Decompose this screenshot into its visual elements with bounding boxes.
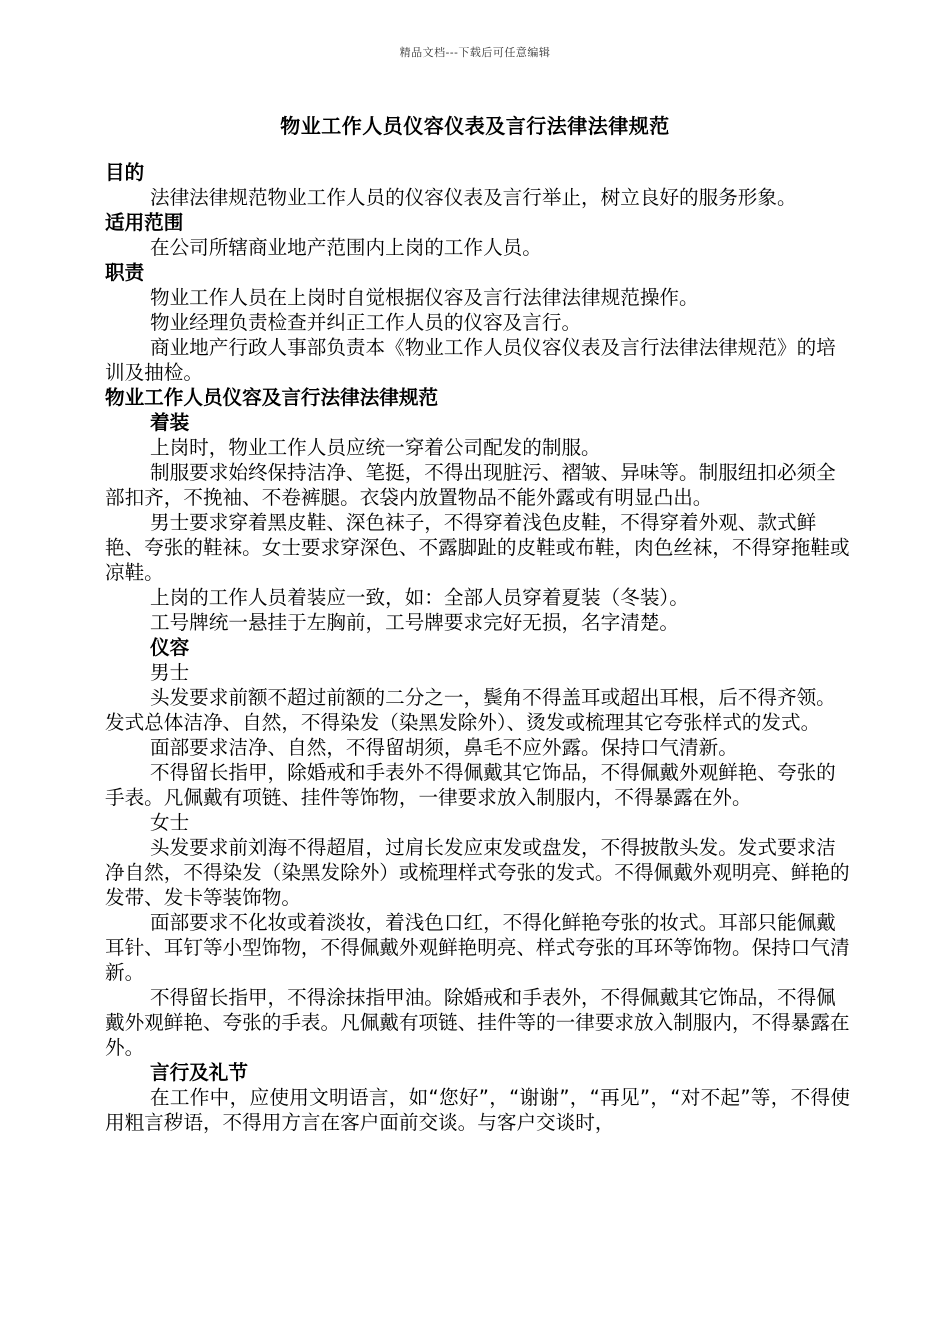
appearance-female-item: 不得留长指甲，不得涂抹指甲油。除婚戒和手表外，不得佩戴其它饰品，不得佩戴外观鲜艳、夸张的手表。凡佩戴有项链、挂件等的一律要求放入制服内，不得暴露在外。 [105, 986, 850, 1059]
section-heading-standards: 物业工作人员仪容及言行法律法律规范 [105, 386, 439, 409]
purpose-text: 法律法律规范物业工作人员的仪容仪表及言行举止，树立良好的服务形象。 [150, 186, 797, 209]
appearance-male-item: 不得留长指甲，除婚戒和手表外不得佩戴其它饰品，不得佩戴外观鲜艳、夸张的手表。凡佩戴有项链、挂件等饰物，一律要求放入制服内，不得暴露在外。 [105, 761, 836, 809]
dress-item: 工号牌统一悬挂于左胸前，工号牌要求完好无损，名字清楚。 [150, 611, 680, 634]
subheading-appearance: 仪容 [150, 636, 190, 659]
appearance-male-label: 男士 [150, 661, 190, 684]
subheading-dress: 着装 [150, 411, 190, 434]
subheading-speech: 言行及礼节 [150, 1061, 248, 1084]
document-title: 物业工作人员仪容仪表及言行法律法律规范 [280, 114, 670, 138]
duties-item: 物业经理负责检查并纠正工作人员的仪容及言行。 [150, 311, 582, 334]
section-heading-scope: 适用范围 [105, 211, 184, 234]
appearance-female-item: 头发要求前刘海不得超眉，过肩长发应束发或盘发，不得披散头发。发式要求洁净自然，不得染发（染黑发除外）或梳理样式夸张的发式。不得佩戴外观明亮、鲜艳的发带、发卡等装饰物。 [105, 836, 850, 909]
section-heading-purpose: 目的 [105, 161, 145, 184]
duties-item: 物业工作人员在上岗时自觉根据仪容及言行法律法律规范操作。 [150, 286, 699, 309]
speech-item: 在工作中，应使用文明语言，如“您好”，“谢谢”，“再见”，“对不起”等，不得使用粗言秽语，不得用方言在客户面前交谈。与客户交谈时， [105, 1086, 850, 1134]
appearance-female-item: 面部要求不化妆或着淡妆，着浅色口红，不得化鲜艳夸张的妆式。耳部只能佩戴耳针、耳钉等小型饰物，不得佩戴外观鲜艳明亮、样式夸张的耳环等饰物。保持口气清新。 [105, 911, 850, 984]
page-header-note: 精品文档---下载后可任意编辑 [399, 46, 551, 59]
appearance-male-item: 面部要求洁净、自然，不得留胡须，鼻毛不应外露。保持口气清新。 [150, 736, 738, 759]
dress-item: 上岗的工作人员着装应一致，如：全部人员穿着夏装（冬装）。 [150, 586, 689, 609]
document-body [105, 160, 850, 1135]
duties-item: 商业地产行政人事部负责本《物业工作人员仪容仪表及言行法律法律规范》的培训及抽检。 [105, 336, 836, 384]
dress-item: 制服要求始终保持洁净、笔挺，不得出现脏污、褶皱、异味等。制服纽扣必须全部扣齐，不挽袖、不卷裤腿。衣袋内放置物品不能外露或有明显凸出。 [105, 461, 836, 509]
dress-item: 上岗时，物业工作人员应统一穿着公司配发的制服。 [150, 436, 601, 459]
appearance-male-item: 头发要求前额不超过前额的二分之一，鬓角不得盖耳或超出耳根，后不得齐领。发式总体洁净、自然，不得染发（染黑发除外）、烫发或梳理其它夸张样式的发式。 [105, 686, 836, 734]
section-heading-duties: 职责 [105, 261, 145, 284]
dress-item: 男士要求穿着黑皮鞋、深色袜子，不得穿着浅色皮鞋，不得穿着外观、款式鲜艳、夸张的鞋袜。女士要求穿深色、不露脚趾的皮鞋或布鞋，肉色丝袜，不得穿拖鞋或凉鞋。 [105, 511, 850, 584]
scope-text: 在公司所辖商业地产范围内上岗的工作人员。 [150, 236, 542, 259]
appearance-female-label: 女士 [150, 811, 190, 834]
